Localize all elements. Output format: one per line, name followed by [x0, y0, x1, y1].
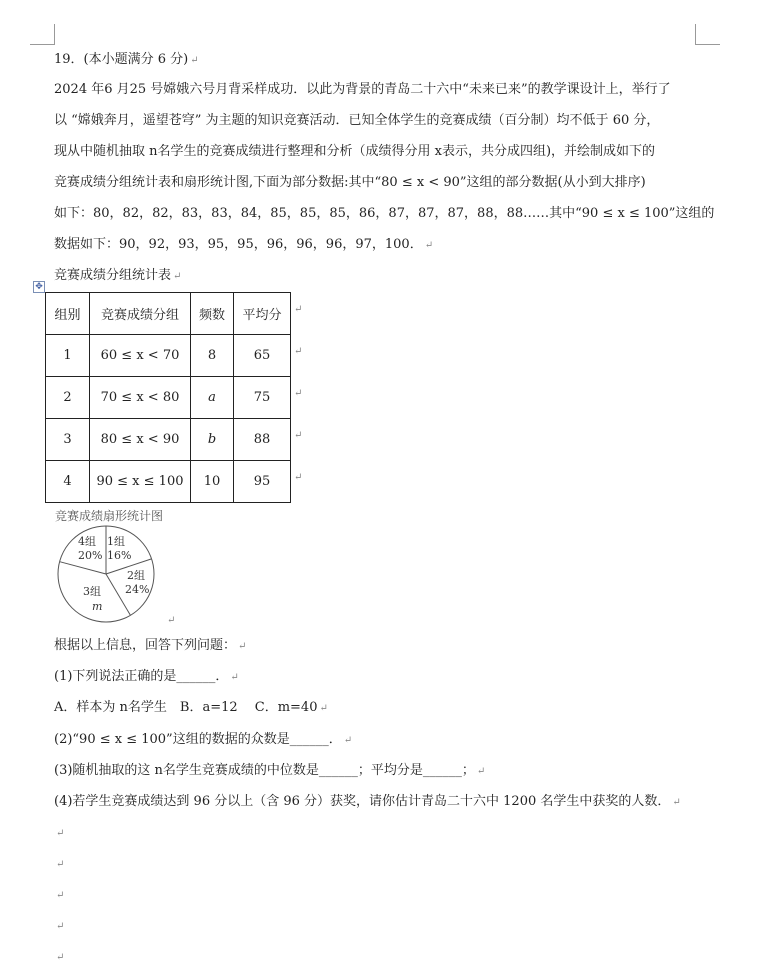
table-caption: 竞赛成绩分组统计表 ↵ [54, 268, 182, 283]
pie-chart-title: 竞赛成绩扇形统计图 [55, 509, 164, 523]
question-heading: 19．(本小题满分 6 分) ↵ [54, 52, 199, 67]
table-cell: 80 ≤ x < 90 [90, 419, 191, 461]
row-end-mark: ↵ [294, 304, 303, 315]
table-cell: a [191, 377, 234, 419]
table-cell: 65 [234, 335, 291, 377]
table-cell: 88 [234, 419, 291, 461]
table-cell: 75 [234, 377, 291, 419]
row-end-mark: ↵ [294, 346, 303, 357]
question-1-options: A．样本为 n名学生 B．a=12 C．m=40 ↵ [54, 700, 328, 715]
row-end-mark: ↵ [294, 388, 303, 399]
crop-mark-top-right [695, 24, 720, 45]
paragraph-line: 如下：80，82，82，83，83，84，85，85，85，86，87，87，87，88，88……其中“90 ≤ x ≤ 100”这组的 [54, 206, 715, 221]
table-cell: 8 [191, 335, 234, 377]
question-1: (1)下列说法正确的是______． ↵ [54, 669, 239, 684]
question-2: (2)“90 ≤ x ≤ 100”这组的数据的众数是______． ↵ [54, 732, 353, 747]
row-end-mark: ↵ [294, 472, 303, 483]
pie-label-group: 1组 [107, 535, 125, 548]
empty-paragraph-mark: ↵ [56, 828, 65, 839]
paragraph-line: 2024 年6 月25 号嫦娥六号月背采样成功．以此为背景的青岛二十六中“未来已来”的教学课设计上，举行了 [54, 82, 671, 97]
pie-label-value: m [92, 600, 103, 613]
pie-label-value: 20% [78, 549, 103, 562]
paragraph-mark: ↵ [167, 615, 176, 626]
table-header-row [46, 293, 291, 335]
row-end-mark: ↵ [294, 430, 303, 441]
instruction-line: 根据以上信息，回答下列问题： ↵ [54, 638, 247, 653]
pie-label-group: 2组 [127, 569, 145, 582]
empty-paragraph-mark: ↵ [56, 921, 65, 932]
empty-paragraph-mark: ↵ [56, 952, 65, 963]
table-move-handle-icon[interactable]: ✥ [33, 281, 45, 293]
pie-label-group: 3组 [83, 585, 101, 598]
table-cell: 2 [46, 377, 90, 419]
paragraph-line: 竞赛成绩分组统计表和扇形统计图,下面为部分数据:其中“80 ≤ x < 90”这组的部分数据(从小到大排序) [54, 175, 646, 190]
question-3: (3)随机抽取的这 n名学生竞赛成绩的中位数是______；平均分是______； ↵ [54, 763, 486, 778]
table-cell: 4 [46, 461, 90, 503]
score-group-table [45, 292, 291, 503]
paragraph-line: 数据如下：90，92，93，95，95，96，96，96，97，100． ↵ [54, 237, 434, 252]
pie-label-value: 16% [107, 549, 132, 562]
table-header-cell: 竞赛成绩分组 [90, 293, 191, 335]
table-header-cell: 平均分 [234, 293, 291, 335]
question-4: (4)若学生竞赛成绩达到 96 分以上（含 96 分）获奖，请你估计青岛二十六中 1200 名学生中获奖的人数． ↵ [54, 794, 681, 809]
table-cell: 70 ≤ x < 80 [90, 377, 191, 419]
empty-paragraph-mark: ↵ [56, 890, 65, 901]
table-cell: 90 ≤ x ≤ 100 [90, 461, 191, 503]
table-header-cell: 组别 [46, 293, 90, 335]
table-cell: 10 [191, 461, 234, 503]
table-cell: 60 ≤ x < 70 [90, 335, 191, 377]
table-row [46, 461, 291, 503]
table-row [46, 419, 291, 461]
table-row [46, 335, 291, 377]
empty-paragraph-mark: ↵ [56, 859, 65, 870]
pie-label-value: 24% [125, 583, 150, 596]
table-cell: 95 [234, 461, 291, 503]
table-cell: b [191, 419, 234, 461]
paragraph-line: 现从中随机抽取 n名学生的竞赛成绩进行整理和分析（成绩得分用 x表示，共分成四组)，并绘制成如下的 [54, 144, 656, 159]
crop-mark-top-left [30, 24, 55, 45]
pie-chart [55, 522, 180, 627]
table-row [46, 377, 291, 419]
table-cell: 3 [46, 419, 90, 461]
pie-label-group: 4组 [78, 535, 96, 548]
table-header-cell: 频数 [191, 293, 234, 335]
paragraph-line: 以 “嫦娥奔月，遥望苍穹” 为主题的知识竞赛活动．已知全体学生的竞赛成绩（百分制）均不低于 60 分， [54, 113, 660, 128]
table-cell: 1 [46, 335, 90, 377]
